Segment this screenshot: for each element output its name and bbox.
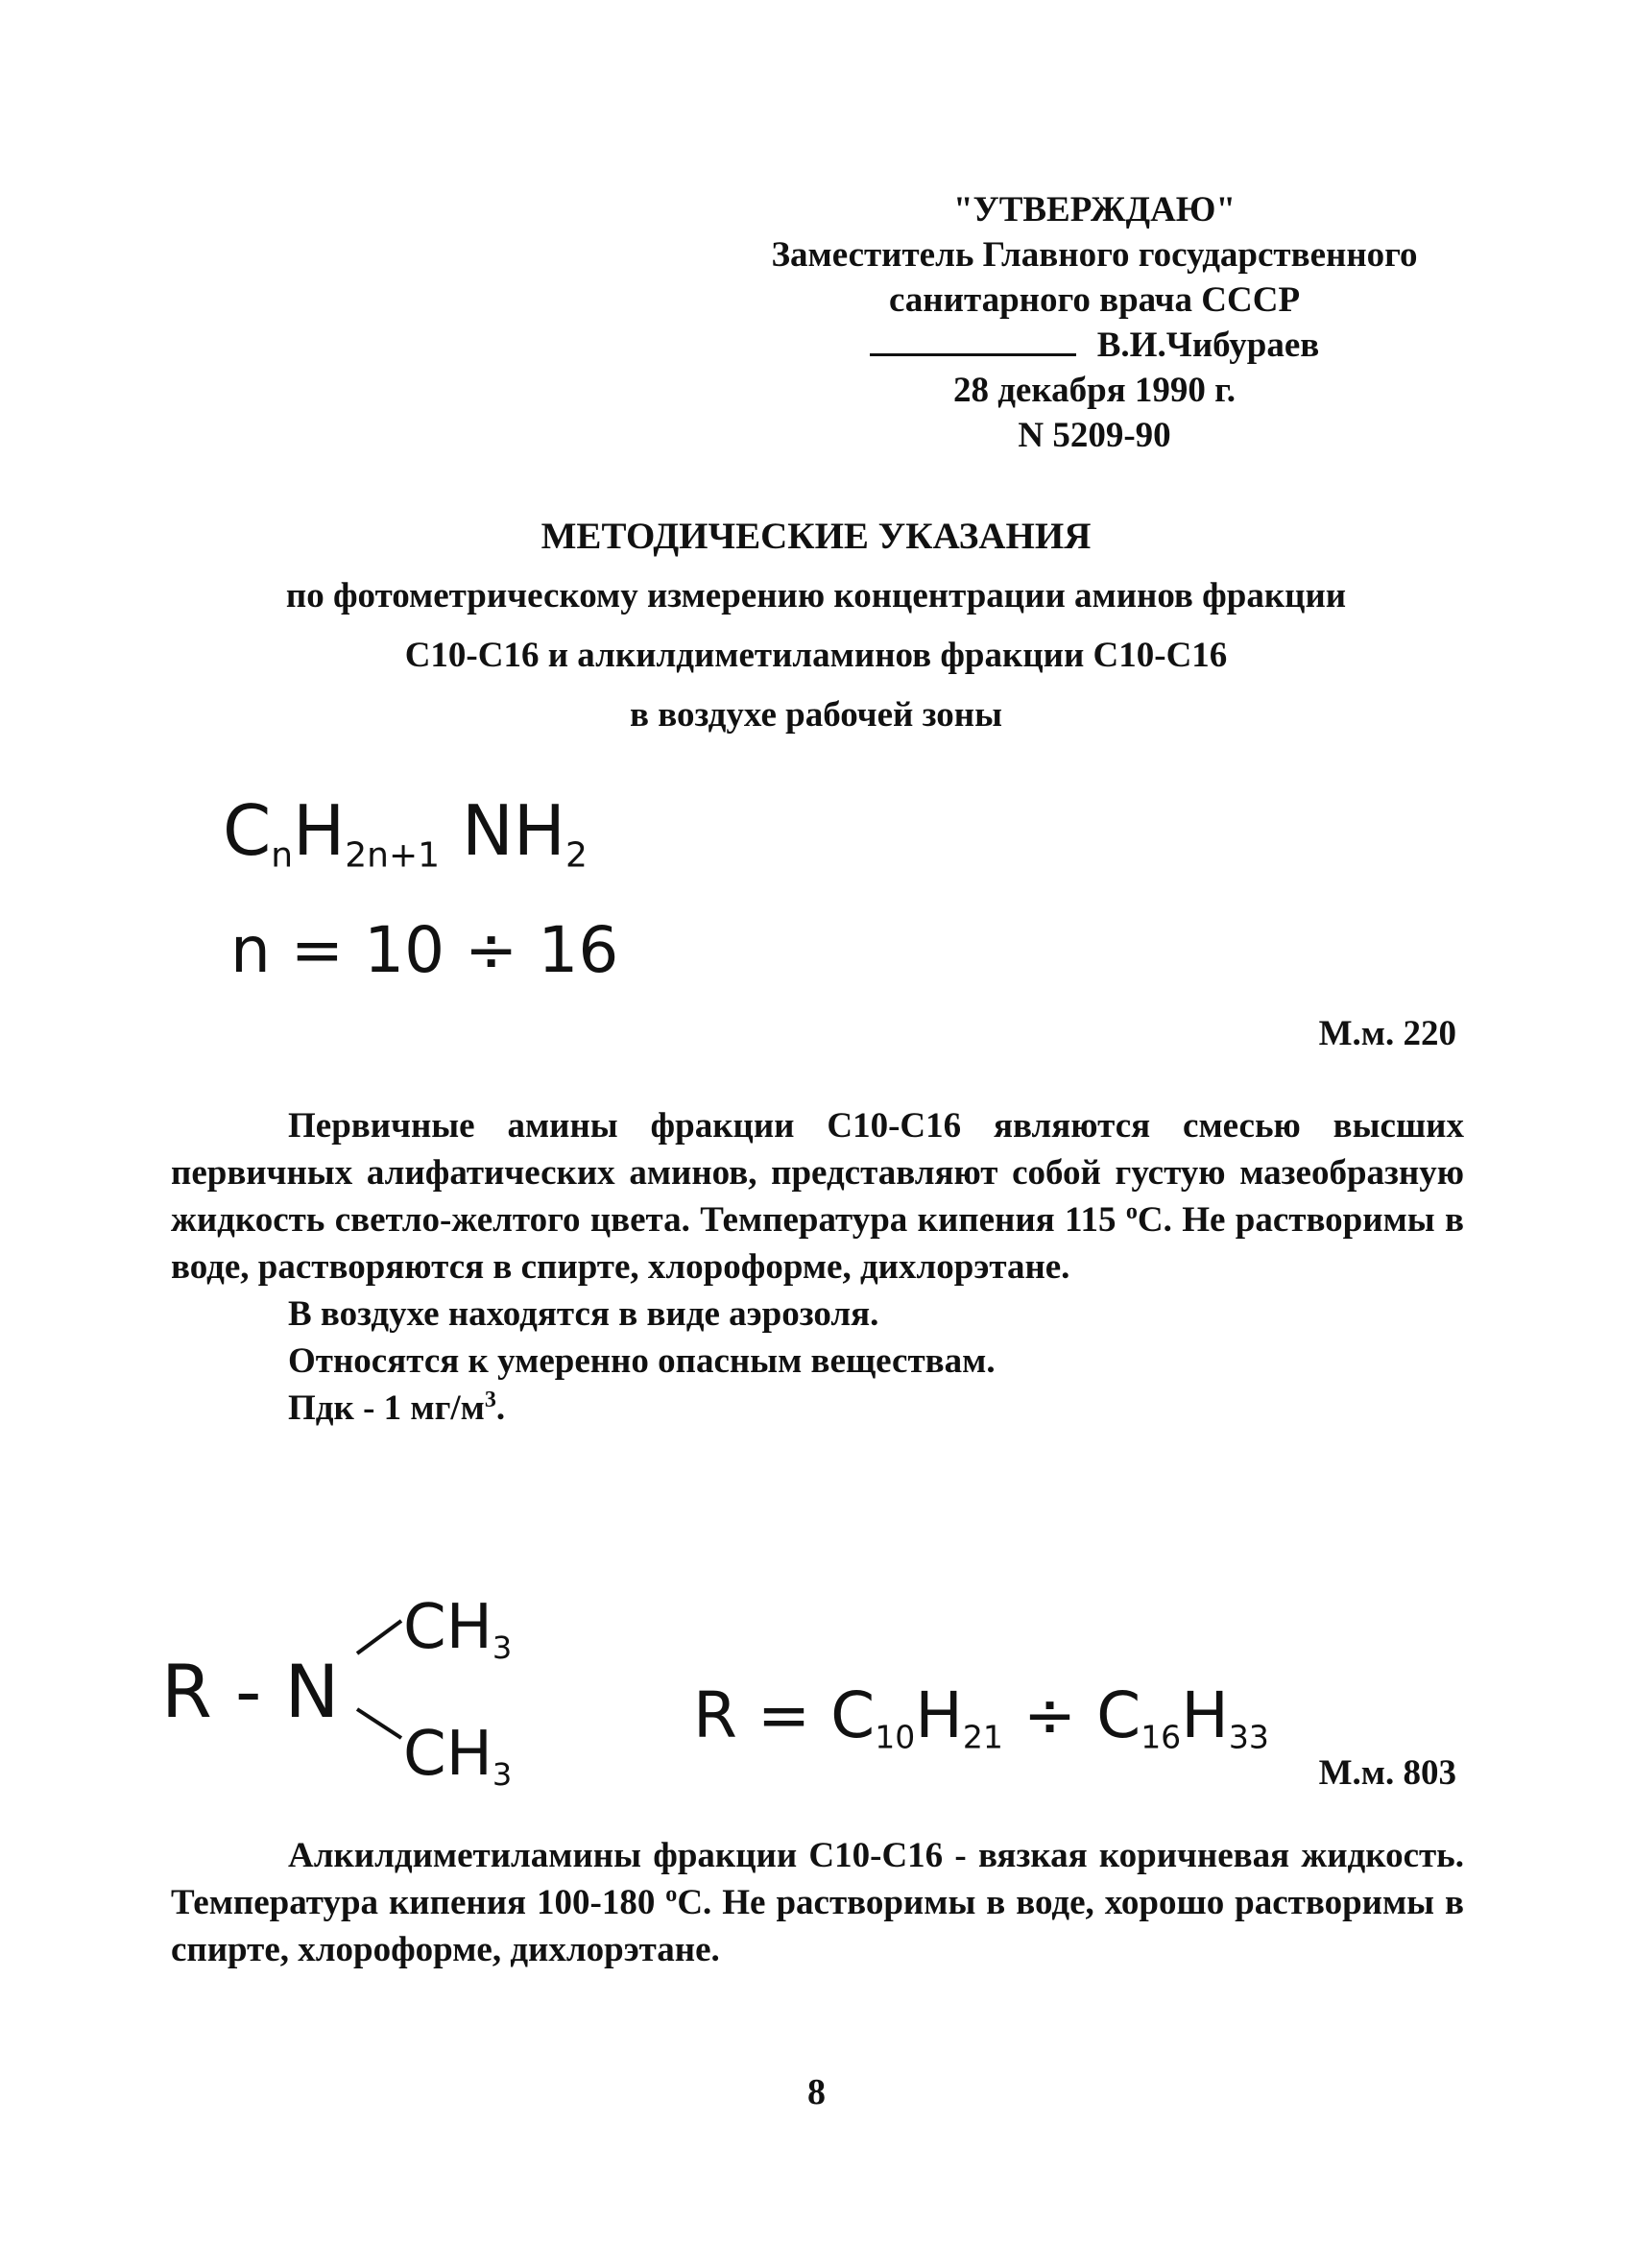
section-primary-amines xyxy=(171,1102,1464,1432)
title-line3: в воздухе рабочей зоны xyxy=(630,695,1002,735)
title-line1: по фотометрическому измерению концентрации аминов фракции xyxy=(285,576,1347,615)
approval-stamp: "УТВЕРЖДАЮ" xyxy=(953,190,1236,229)
methyl-top: $CH_3$ xyxy=(403,1592,513,1667)
formula-nh-sub: 2 xyxy=(564,835,588,876)
formula-nh: NH xyxy=(461,790,565,871)
r-definition: $R = C_{10}H_{21} \div C_{16}H_{33}$ xyxy=(693,1678,1269,1756)
aerosol-note: В воздухе находятся в виде аэрозоля. xyxy=(288,1294,879,1334)
formula-c: C xyxy=(223,790,272,871)
formula-c-sub: n xyxy=(271,835,294,876)
approval-number: N 5209-90 xyxy=(1018,416,1171,455)
approval-block xyxy=(672,187,1517,458)
page-number: 8 xyxy=(807,2072,826,2112)
hazard-note: Относятся к умеренно опасным веществам. xyxy=(288,1341,996,1381)
approval-position-line2: санитарного врача СССР xyxy=(888,280,1301,320)
title-heading: МЕТОДИЧЕСКИЕ УКАЗАНИЯ xyxy=(540,516,1092,557)
section-alkyldimethylamines xyxy=(171,1832,1464,1973)
formula-h: H xyxy=(293,790,346,871)
bond-top xyxy=(357,1621,401,1653)
primary-amines-description: Первичные амины фракции C10-C16 являются смесью высших первичных алифатических аминов, представляют собой густую мазеобразную жидкость светло-желтого цвета. Температура кипения 115 $^o$С. Не растворимы в воде, растворяются в спирте, хлороформе, дихлорэтане. xyxy=(171,1106,1465,1287)
amine-formula xyxy=(223,792,588,895)
signatory-name: В.И.Чибураев xyxy=(1096,326,1320,365)
bond-bottom xyxy=(357,1709,401,1738)
alkyldimethylamines-description: Алкилдиметиламины фракции C10-C16 - вязкая коричневая жидкость. Температура кипения 100-180 $^o$С. Не растворимы в воде, хорошо растворимы в спирте, хлороформе, дихлорэтане. xyxy=(171,1836,1465,1969)
document-title xyxy=(96,507,1536,745)
title-line2: C10-C16 и алкилдиметиламинов фракции C10-C16 xyxy=(404,636,1228,675)
dimethylamine-rn: R - N xyxy=(161,1649,340,1734)
amine-range: n = 10 ÷ 16 xyxy=(230,913,619,987)
molar-mass-amine: М.м. 220 xyxy=(1318,1014,1456,1053)
approval-date: 28 декабря 1990 г. xyxy=(952,371,1237,410)
signature-line xyxy=(870,352,1076,356)
pdk-note: Пдк - 1 $мг/м^3$. xyxy=(288,1387,506,1428)
approval-signature-row xyxy=(672,323,1517,368)
molar-mass-dimethylamine: М.м. 803 xyxy=(1318,1753,1456,1793)
formula-h-sub: 2n+1 xyxy=(345,835,441,876)
methyl-bottom: $CH_3$ xyxy=(403,1719,513,1794)
approval-position-line1: Заместитель Главного государственного xyxy=(771,235,1418,275)
